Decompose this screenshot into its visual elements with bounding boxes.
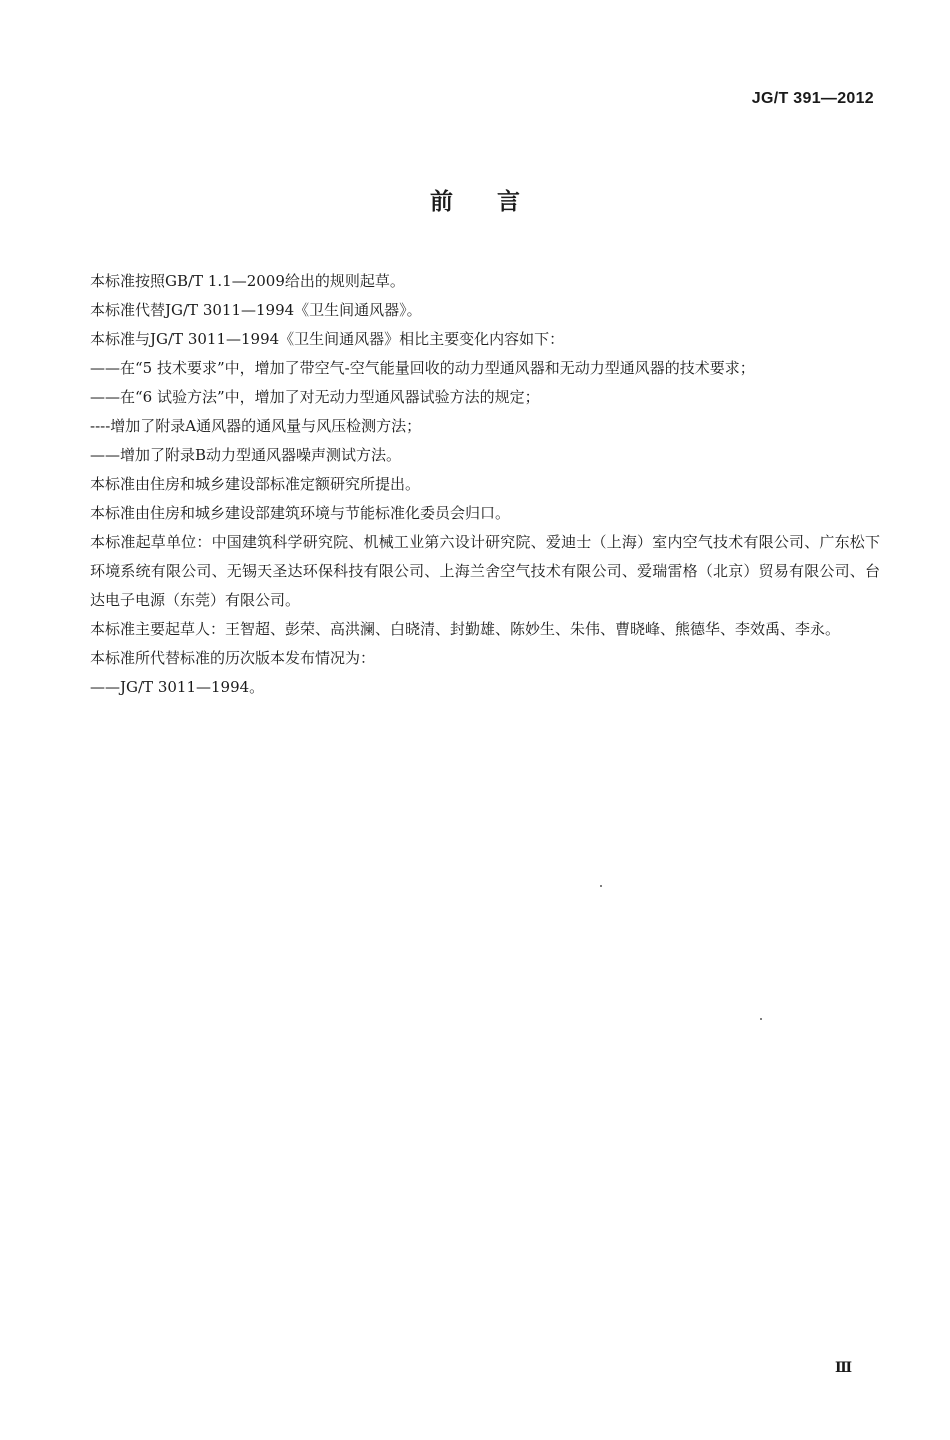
change-item-test-methods: ——在“6 试验方法”中，增加了对无动力型通风器试验方法的规定；	[90, 388, 540, 406]
scan-speck	[600, 885, 602, 887]
change-item-technical-requirements: ——在“5 技术要求”中，增加了带空气-空气能量回收的动力型通风器和无动力型通风器的技术要求；	[90, 359, 755, 377]
paragraph-centralized-by: 本标准由住房和城乡建设部建筑环境与节能标准化委员会归口。	[90, 504, 511, 522]
paragraph-changes-intro: 本标准与JG/T 3011—1994《卫生间通风器》相比主要变化内容如下：	[90, 330, 565, 348]
paragraph-proposed-by: 本标准由住房和城乡建设部标准定额研究所提出。	[90, 475, 421, 493]
paragraph-history-intro: 本标准所代替标准的历次版本发布情况为：	[90, 649, 376, 667]
change-item-annex-b: ——增加了附录B动力型通风器噪声测试方法。	[90, 446, 402, 464]
paragraph-replaces: 本标准代替JG/T 3011—1994《卫生间通风器》。	[90, 301, 422, 319]
page-number: Ⅲ	[834, 1360, 852, 1376]
standard-code: JG/T 391—2012	[751, 90, 874, 107]
paragraph-drafters: 本标准主要起草人：王智超、彭荣、高洪澜、白晓清、封勤雄、陈妙生、朱伟、曹晓峰、熊德华、李效禹、李永。	[90, 620, 841, 638]
page-title: 前言	[430, 189, 564, 215]
paragraph-drafting-rules: 本标准按照GB/T 1.1—2009给出的规则起草。	[90, 272, 405, 290]
scan-speck	[760, 1018, 762, 1020]
document-body	[90, 267, 880, 702]
paragraph-drafting-units: 本标准起草单位：中国建筑科学研究院、机械工业第六设计研究院、爱迪士（上海）室内空气技术有限公司、广东松下环境系统有限公司、无锡天圣达环保科技有限公司、上海兰舍空气技术有限公司、爱瑞雷格（北京）贸易有限公司、台达电子电源（东莞）有限公司。	[90, 533, 880, 609]
change-item-annex-a: ----增加了附录A通风器的通风量与风压检测方法；	[90, 417, 422, 435]
history-item: ——JG/T 3011—1994。	[90, 678, 265, 696]
